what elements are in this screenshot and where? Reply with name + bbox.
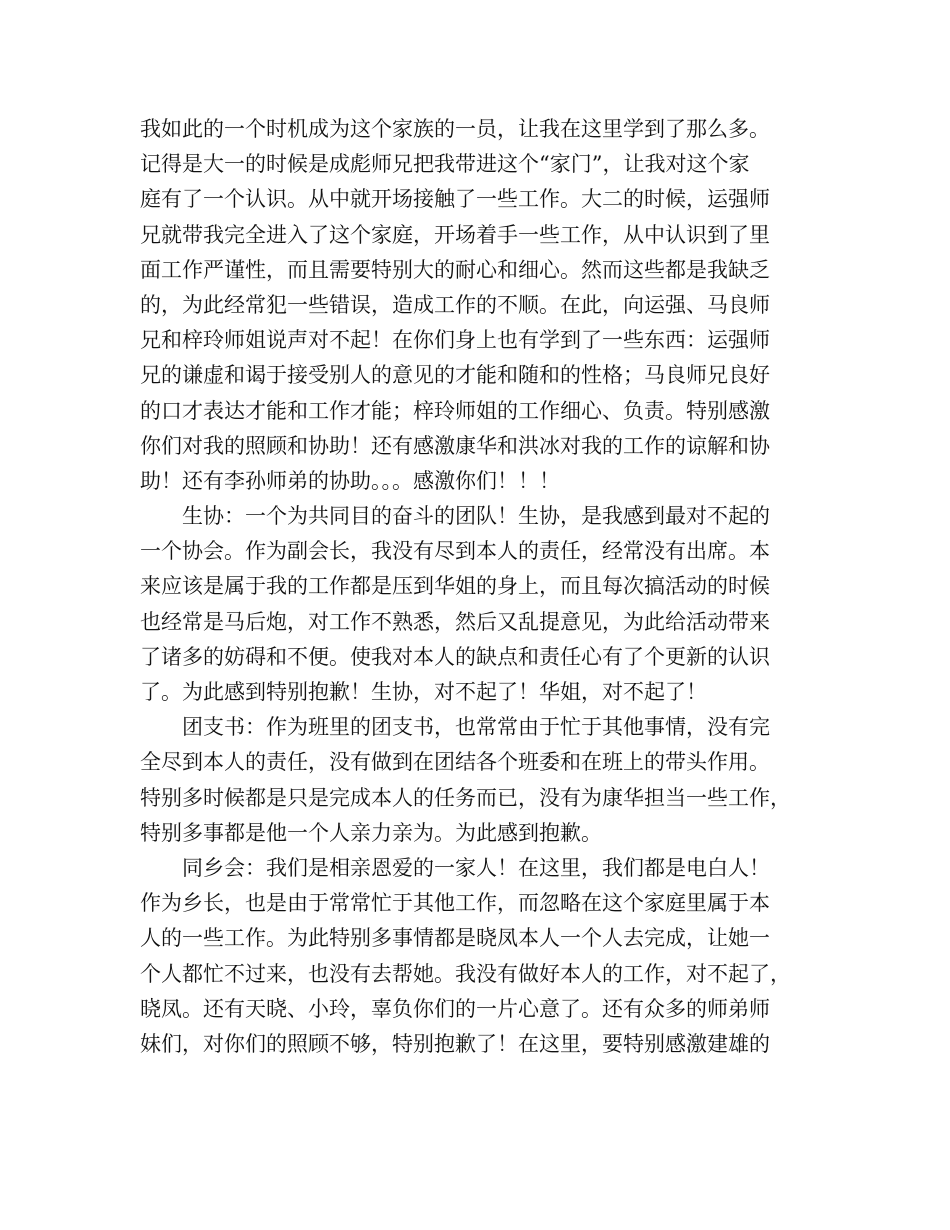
text-line: 兄和梓玲师姐说声对不起！在你们身上也有学到了一些东西：运强师 [140,328,770,353]
text-line: 庭有了一个认识。从中就开场接触了一些工作。大二的时候，运强师 [140,187,770,212]
text-line: 特别多事都是他一个人亲力亲为。为此感到抱歉。 [140,820,602,845]
text-line: 了。为此感到特别抱歉！生协，对不起了！华姐，对不起了！ [140,680,707,704]
text-line: 助！还有李孙师弟的协助。。。感激你们！！！ [140,468,560,493]
document-body [140,112,820,1062]
paragraph-start-line: 生协：一个为共同目的奋斗的团队！生协，是我感到最对不起的 [182,504,770,529]
text-line: 晓凤。还有天晓、小玲，辜负你们的一片心意了。还有众多的师弟师 [140,996,770,1021]
text-line: 人的一些工作。为此特别多事情都是晓凤本人一个人去完成，让她一 [140,926,770,951]
text-line: 作为乡长，也是由于常常忙于其他工作，而忽略在这个家庭里属于本 [140,891,770,916]
text-line: 来应该是属于我的工作都是压到华姐的身上，而且每次搞活动的时候 [140,574,770,599]
text-line: 兄就带我完全进入了这个家庭，开场着手一些工作，从中认识到了里 [140,222,770,247]
text-line: 的口才表达才能和工作才能；梓玲师姐的工作细心、负责。特别感激 [140,398,770,423]
text-line: 特别多时候都是只是完成本人的任务而已，没有为康华担当一些工作， [140,785,791,810]
text-line: 你们对我的照顾和协助！还有感激康华和洪冰对我的工作的谅解和协 [140,433,770,458]
text-line: 个人都忙不过来，也没有去帮她。我没有做好本人的工作，对不起了， [140,961,791,986]
text-line: 面工作严谨性，而且需要特别大的耐心和细心。然而这些都是我缺乏 [140,257,770,282]
text-line: 妹们，对你们的照顾不够，特别抱歉了！在这里，要特别感激建雄的 [140,1031,770,1056]
text-line: 一个协会。作为副会长，我没有尽到本人的责任，经常没有出席。本 [140,539,770,564]
paragraph-start-line: 同乡会：我们是相亲恩爱的一家人！在这里，我们都是电白人！ [182,855,770,880]
text-line: 我如此的一个时机成为这个家族的一员，让我在这里学到了那么多。 [140,117,770,141]
text-line: 也经常是马后炮，对工作不熟悉，然后又乱提意见，为此给活动带来 [140,609,770,634]
text-line: 记得是大一的时候是成彪师兄把我带进这个“家门”，让我对这个家 [140,152,750,177]
paragraph-start-line: 团支书：作为班里的团支书，也常常由于忙于其他事情，没有完 [182,715,770,740]
text-line: 的，为此经常犯一些错误，造成工作的不顺。在此，向运强、马良师 [140,292,770,317]
text-line: 全尽到本人的责任，没有做到在团结各个班委和在班上的带头作用。 [140,750,770,775]
text-line: 了诸多的妨碍和不便。使我对本人的缺点和责任心有了个更新的认识 [140,644,770,669]
text-line: 兄的谦虚和谒于接受别人的意见的才能和随和的性格；马良师兄良好 [140,363,770,388]
